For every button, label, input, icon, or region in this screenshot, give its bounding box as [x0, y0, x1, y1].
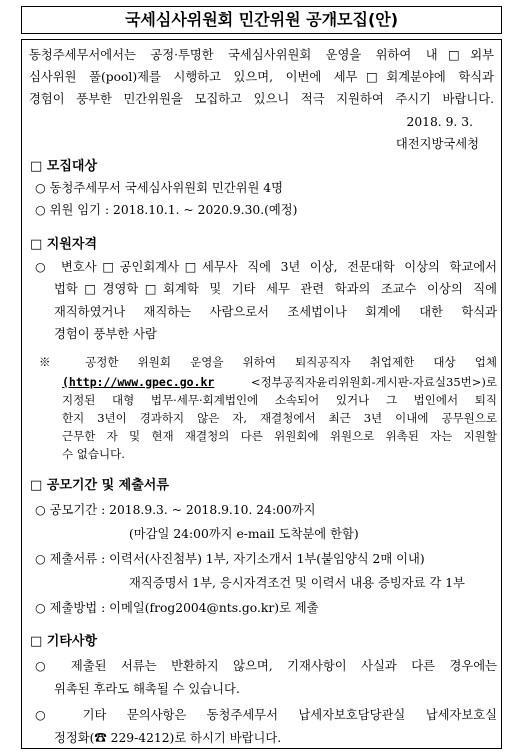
- etc-line-4: 정정화(☎ 229-4212)로 하시기 바랍니다.: [54, 731, 282, 745]
- section-heading-etc: □ 기타사항: [30, 634, 98, 649]
- intro-line-2: 심사위원 풀(pool)제를 시행하고 있으며, 이번에 세무□회계분야에 학식과: [29, 70, 494, 84]
- note-line-6: 수 없습니다.: [62, 447, 125, 461]
- qualification-line-3: 재직하였거나 재직하는 사람으로서 조세법이나 회계에 대한 학식과: [54, 305, 497, 319]
- target-item-term: ○ 위원 임기 : 2018.10.1. ~ 2020.9.30.(예정): [35, 203, 298, 217]
- note-line-2: [62, 374, 497, 390]
- documents-line-2: 재직증명서 1부, 응시자격조건 및 이력서 내용 증빙자료 각 1부: [129, 576, 465, 590]
- qualification-line-2: 법학□경영학□회계학 및 기타 세무 관련 학과의 조교수 이상의 직에: [54, 282, 497, 296]
- target-item-members: ○ 동청주세무서 국세심사위원회 민간위원 4명: [35, 181, 284, 195]
- notice-body: [21, 39, 502, 749]
- section-heading-period: □ 공모기간 및 제출서류: [30, 478, 169, 493]
- note-line-4: 한지 3년이 경과하지 않은 자, 재결청에서 최근 3년 이내에 공무원으로: [62, 411, 497, 425]
- notice-date: 2018. 9. 3.: [406, 115, 473, 129]
- section-heading-qualification: □ 지원자격: [30, 237, 98, 252]
- note-line-1: ※ 공정한 위원회 운영을 위하여 퇴직공직자 취업제한 대상 업체: [39, 355, 497, 369]
- note-line-5: 근무한 자 및 현재 재결청의 다른 위원회에 위원으로 위촉된 자는 지원할: [62, 429, 497, 443]
- issuing-office: 대전지방국세청: [395, 137, 479, 151]
- note-line-2-rest: <정부공직자윤리위원회-게시판-자료실35번>)로: [250, 375, 497, 389]
- qualification-line-1: ○ 변호사□공인회계사□세무사 직에 3년 이상, 전문대학 이상의 학교에서: [35, 260, 497, 274]
- document-title: 국세심사위원회 민간위원 공개모집(안): [21, 6, 502, 34]
- etc-line-3: ○ 기타 문의사항은 동청주세무서 납세자보호담당관실 납세자보호실: [35, 708, 497, 722]
- note-line-3: 지정된 대형 법무·세무·회계법인에 소속되어 있거나 그 법인에서 퇴직: [62, 393, 497, 407]
- period-line: ○ 공모기간 : 2018.9.3. ~ 2018.9.10. 24:00까지: [35, 503, 316, 517]
- submission-method: ○ 제출방법 : 이메일(frog2004@nts.go.kr)로 제출: [35, 601, 319, 615]
- documents-line-1: ○ 제출서류 : 이력서(사진첨부) 1부, 자기소개서 1부(붙임양식 2매 이내): [35, 552, 425, 566]
- intro-line-3: 경험이 풍부한 민간위원을 모집하고 있으니 적극 지원하여 주시기 바랍니다.: [29, 92, 494, 106]
- period-deadline-note: (마감일 24:00까지 e-mail 도착분에 한함): [129, 527, 359, 541]
- gpec-link[interactable]: (http://www.gpec.go.kr: [62, 375, 215, 389]
- etc-line-1: ○ 제출된 서류는 반환하지 않으며, 기재사항이 사실과 다른 경우에는: [35, 659, 497, 673]
- section-heading-target: □ 모집대상: [30, 159, 98, 174]
- etc-line-2: 위촉된 후라도 해촉될 수 있습니다.: [54, 682, 240, 696]
- qualification-line-4: 경험이 풍부한 사람: [54, 327, 157, 341]
- intro-line-1: 동청주세무서에서는 공정·투명한 국세심사위원회 운영을 위하여 내□외부: [29, 48, 494, 62]
